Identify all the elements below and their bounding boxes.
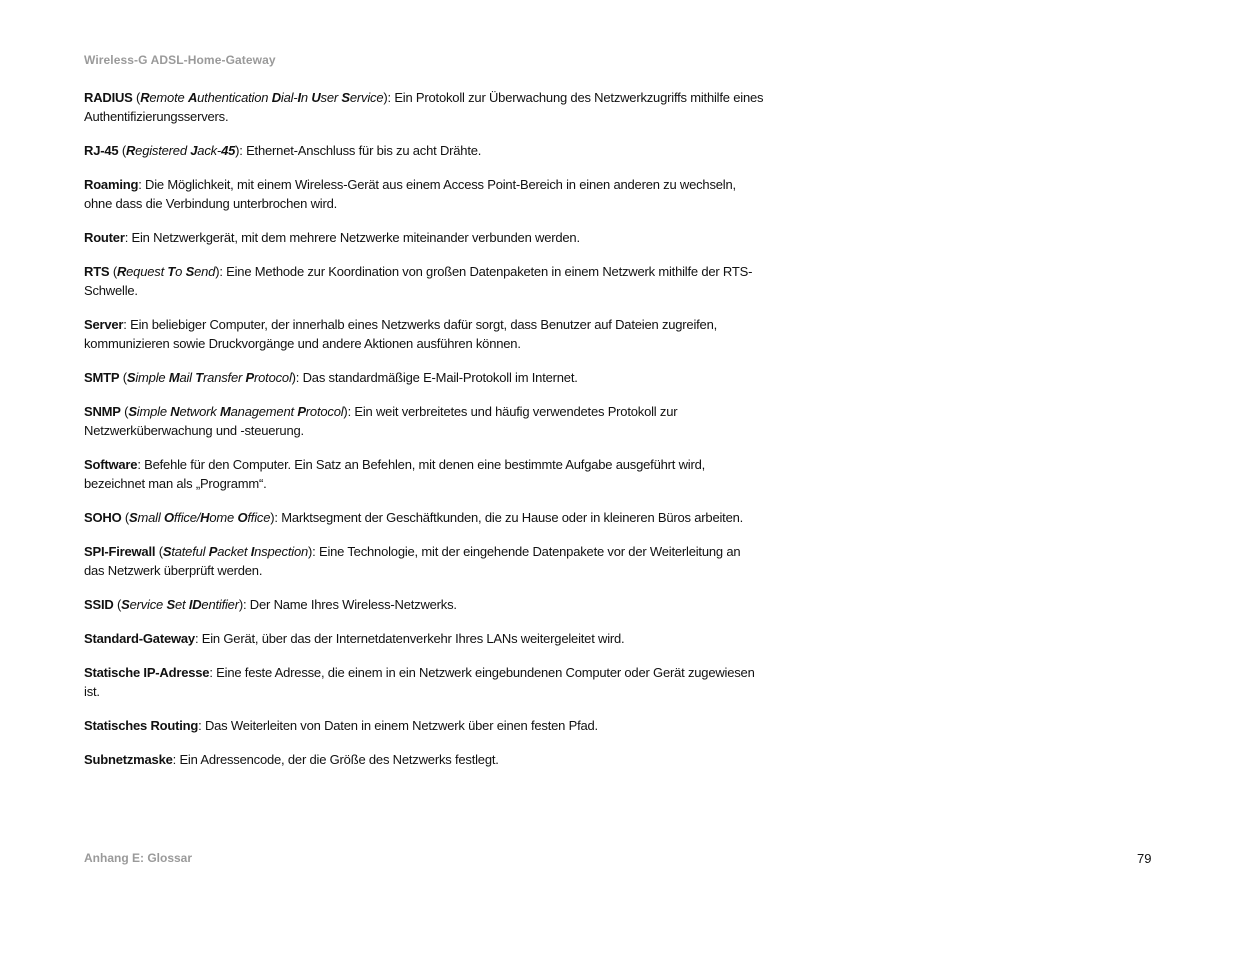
expansion-rest: nspection (254, 544, 309, 559)
glossary-entry (84, 595, 764, 614)
expansion-rest: acket (217, 544, 251, 559)
glossary-entry (84, 629, 764, 648)
glossary-entry (84, 175, 764, 213)
expansion-initial: R (140, 90, 150, 105)
glossary-expansion: (Simple Mail Transfer Protocol) (119, 370, 296, 385)
expansion-initial: S (126, 370, 136, 385)
glossary-expansion: (Simple Network Management Protocol) (120, 404, 348, 419)
glossary-expansion: (Small Office/Home Office) (121, 510, 275, 525)
glossary-term: Statisches Routing (84, 718, 199, 733)
expansion-rest: rotocol (254, 370, 292, 385)
glossary-term: Server (84, 317, 124, 332)
page-number: 79 (1137, 851, 1152, 866)
glossary-term: RTS (84, 264, 110, 279)
glossary-term: SOHO (84, 510, 122, 525)
expansion-initial: N (170, 404, 180, 419)
glossary-entry (84, 402, 764, 440)
expansion-initial: U (311, 90, 321, 105)
glossary-definition: : Ethernet-Anschluss für bis zu acht Drähte. (239, 143, 482, 158)
expansion-initial: M (168, 370, 180, 385)
glossary-list (84, 88, 764, 784)
glossary-definition: : Marktsegment der Geschäftkunden, die zu Hause oder in kleineren Büros arbeiten. (274, 510, 744, 525)
glossary-definition: : Der Name Ihres Wireless-Netzwerks. (242, 597, 457, 612)
glossary-entry (84, 542, 764, 580)
expansion-rest: ervice (349, 90, 384, 105)
glossary-definition: : Eine Technologie, mit der eingehende Datenpakete vor der Weiterleitung an das Netzwerk überprüft werden. (84, 544, 741, 578)
expansion-rest: tateful (171, 544, 209, 559)
expansion-initial: S (121, 597, 130, 612)
expansion-rest: n (300, 90, 312, 105)
glossary-definition: : Eine feste Adresse, die einem in ein Netzwerk eingebundenen Computer oder Gerät zugewiesen ist. (84, 665, 755, 699)
expansion-initial: H (200, 510, 210, 525)
glossary-term: SNMP (84, 404, 121, 419)
glossary-definition: : Eine Methode zur Koordination von großen Datenpaketen in einem Netzwerk mithilfe der RTS-Schwelle. (84, 264, 753, 298)
page-header-title: Wireless-G ADSL-Home-Gateway (84, 53, 276, 67)
glossary-entry (84, 663, 764, 701)
expansion-rest: ail (179, 370, 196, 385)
expansion-initial: R (125, 143, 136, 158)
glossary-entry (84, 508, 764, 527)
glossary-term: Statische IP-Adresse (84, 665, 210, 680)
expansion-initial: J (190, 143, 198, 158)
expansion-initial: S (162, 544, 172, 559)
expansion-rest: imple (136, 404, 171, 419)
expansion-initial: S (185, 264, 195, 279)
expansion-initial: D (271, 90, 281, 105)
expansion-initial: O (237, 510, 248, 525)
glossary-definition: : Das standardmäßige E-Mail-Protokoll im Internet. (295, 370, 578, 385)
glossary-definition: : Ein beliebiger Computer, der innerhalb eines Netzwerks dafür sorgt, dass Benutzer auf Dateien zugreifen, kommunizieren sowie Druckvorgänge und andere Aktionen ausführen können. (84, 317, 718, 351)
expansion-initial: S (166, 597, 175, 612)
expansion-initial: O (163, 510, 174, 525)
glossary-definition: : Ein Netzwerkgerät, mit dem mehrere Netzwerke miteinander verbunden werden. (124, 230, 580, 245)
glossary-entry (84, 141, 764, 160)
expansion-rest: et (174, 597, 189, 612)
expansion-rest: ack- (197, 143, 222, 158)
expansion-initial: I (250, 544, 255, 559)
expansion-rest: ser (320, 90, 342, 105)
expansion-rest: ffice/ (173, 510, 201, 525)
glossary-entry (84, 368, 764, 387)
glossary-term: RJ-45 (84, 143, 119, 158)
glossary-entry (84, 315, 764, 353)
glossary-entry (84, 750, 764, 769)
expansion-rest: egistered (135, 143, 191, 158)
expansion-initial: P (297, 404, 306, 419)
glossary-expansion: (Service Set IDentifier) (113, 597, 243, 612)
glossary-entry (84, 716, 764, 735)
expansion-initial: M (220, 404, 231, 419)
glossary-expansion: (Registered Jack-45) (118, 143, 240, 158)
glossary-term: SPI-Firewall (84, 544, 156, 559)
expansion-initial: S (129, 510, 138, 525)
glossary-term: SSID (84, 597, 114, 612)
expansion-rest: mall (137, 510, 164, 525)
glossary-definition: : Ein Gerät, über das der Internetdatenverkehr Ihres LANs weitergeleitet wird. (194, 631, 625, 646)
expansion-rest: anagement (230, 404, 298, 419)
glossary-term: Roaming (84, 177, 139, 192)
glossary-expansion: (Remote Authentication Dial-In User Service) (132, 90, 388, 105)
glossary-definition: : Die Möglichkeit, mit einem Wireless-Gerät aus einem Access Point-Bereich in einen anderen zu wechseln, ohne dass die Verbindung unterbrochen wird. (84, 177, 736, 211)
expansion-initial: I (297, 90, 301, 105)
glossary-expansion: (Request To Send) (109, 264, 220, 279)
expansion-initial: 45 (221, 143, 236, 158)
expansion-initial: ID (188, 597, 202, 612)
glossary-term: Router (84, 230, 125, 245)
expansion-initial: T (167, 264, 176, 279)
glossary-term: Software (84, 457, 138, 472)
glossary-definition: : Befehle für den Computer. Ein Satz an Befehlen, mit denen eine bestimmte Aufgabe ausgeführt wird, bezeichnet man als „Programm“. (84, 457, 706, 491)
expansion-rest: equest (126, 264, 168, 279)
glossary-entry (84, 455, 764, 493)
expansion-rest: ransfer (203, 370, 246, 385)
expansion-rest: ffice (247, 510, 271, 525)
expansion-rest: ervice (129, 597, 167, 612)
glossary-definition: : Ein Protokoll zur Überwachung des Netzwerkzugriffs mithilfe eines Authentifizierungsservers. (84, 90, 764, 124)
expansion-rest: uthentication (197, 90, 272, 105)
glossary-definition: : Ein Adressencode, der die Größe des Netzwerks festlegt. (172, 752, 499, 767)
expansion-initial: T (195, 370, 204, 385)
glossary-definition: : Das Weiterleiten von Daten in einem Netzwerk über einen festen Pfad. (198, 718, 598, 733)
expansion-rest: rotocol (305, 404, 344, 419)
glossary-term: SMTP (84, 370, 120, 385)
expansion-initial: S (341, 90, 350, 105)
expansion-rest: ial- (280, 90, 298, 105)
glossary-entry (84, 262, 764, 300)
glossary-term: Subnetzmaske (84, 752, 173, 767)
glossary-entry (84, 88, 764, 126)
glossary-expansion: (Stateful Packet Inspection) (155, 544, 313, 559)
glossary-entry (84, 228, 764, 247)
expansion-rest: ome (209, 510, 238, 525)
glossary-term: Standard-Gateway (84, 631, 195, 646)
expansion-initial: P (208, 544, 218, 559)
page-footer-section: Anhang E: Glossar (84, 851, 193, 865)
expansion-initial: A (187, 90, 198, 105)
expansion-rest: end (194, 264, 216, 279)
expansion-rest: o (175, 264, 186, 279)
expansion-initial: R (116, 264, 127, 279)
expansion-rest: emote (149, 90, 188, 105)
glossary-definition: : Ein weit verbreitetes und häufig verwendetes Protokoll zur Netzwerküberwachung und -steuerung. (84, 404, 678, 438)
expansion-initial: S (128, 404, 137, 419)
glossary-term: RADIUS (84, 90, 133, 105)
expansion-rest: etwork (179, 404, 220, 419)
expansion-rest: imple (135, 370, 169, 385)
expansion-initial: P (245, 370, 255, 385)
expansion-rest: entifier (201, 597, 239, 612)
